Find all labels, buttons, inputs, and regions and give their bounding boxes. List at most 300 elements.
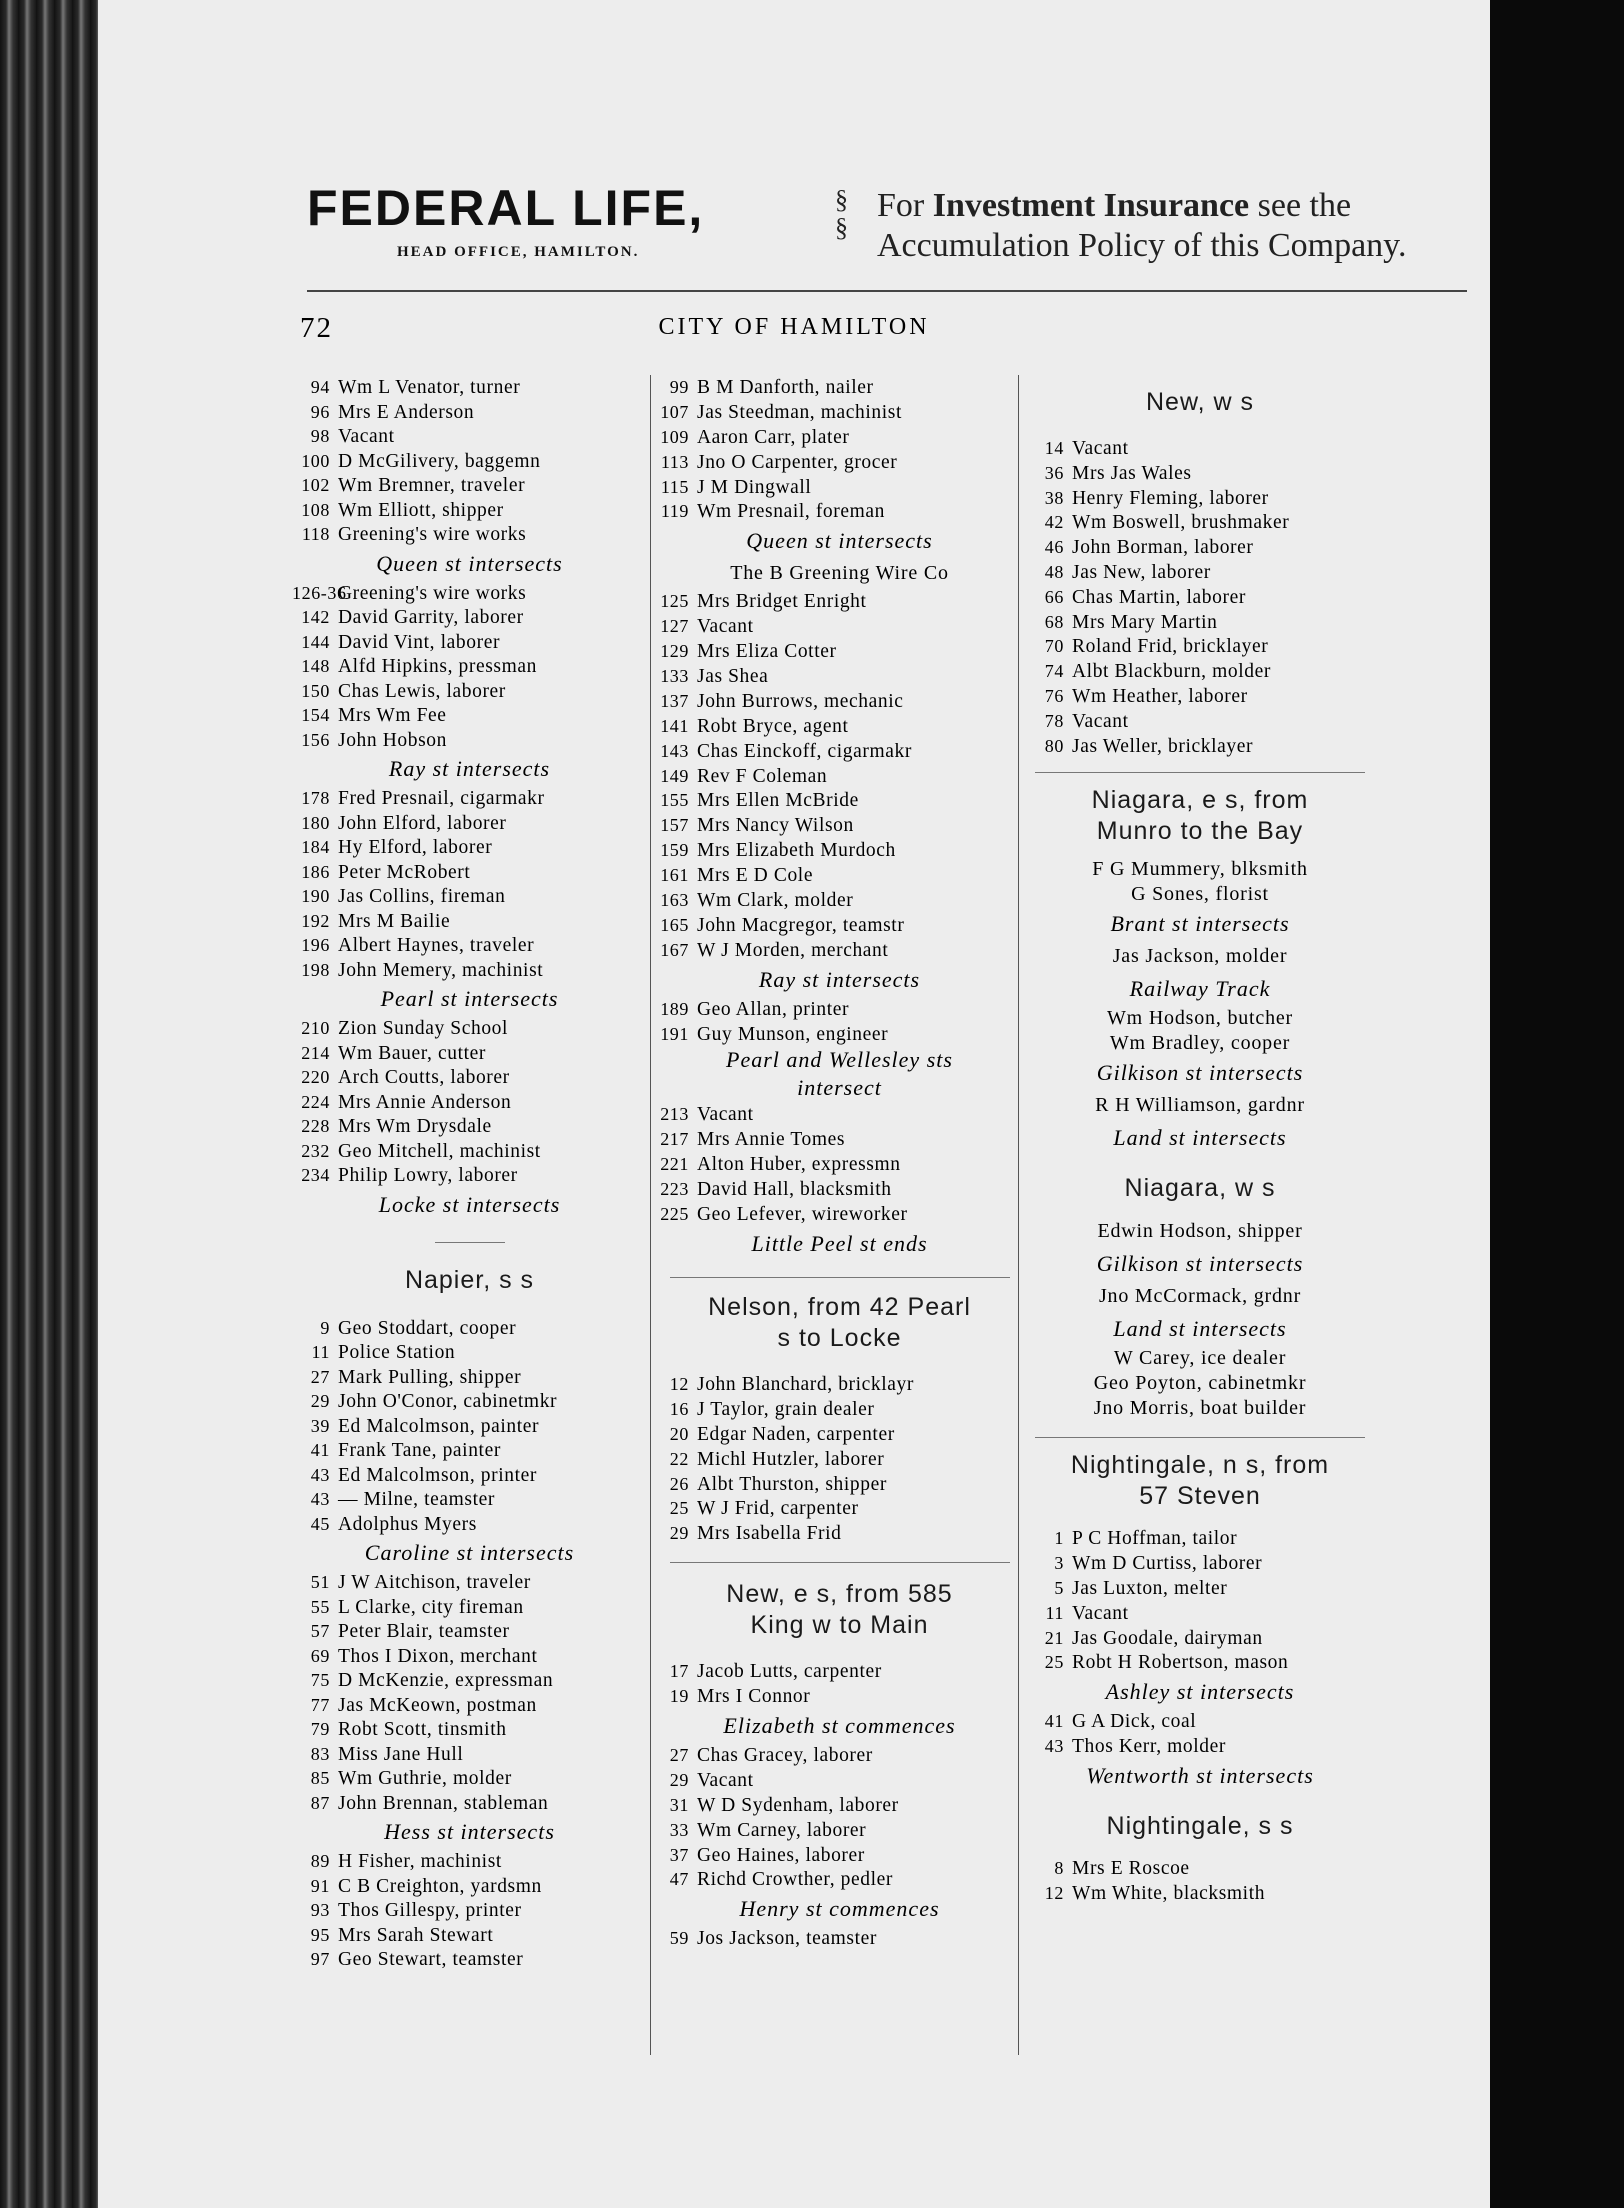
house-number: 224 xyxy=(301,1091,330,1112)
directory-entry xyxy=(292,933,647,958)
house-number: 91 xyxy=(310,1875,330,1896)
resident-name: Chas Lewis, laborer xyxy=(338,680,506,702)
house-number: 33 xyxy=(669,1819,689,1840)
directory-entry xyxy=(657,400,1022,425)
resident-name: Mrs E Anderson xyxy=(338,401,475,423)
house-number: 180 xyxy=(301,812,330,833)
house-number: 27 xyxy=(310,1366,330,1387)
house-number: 108 xyxy=(301,499,330,520)
house-number: 178 xyxy=(301,788,330,808)
directory-entry xyxy=(657,997,1022,1022)
house-number: 142 xyxy=(301,607,330,627)
house-number: 137 xyxy=(660,690,689,711)
resident-name: Jno O Carpenter, grocer xyxy=(697,451,898,473)
street-heading: King w to Main xyxy=(750,1611,929,1640)
resident-entry: G Sones, florist xyxy=(1131,883,1269,906)
resident-name: Adolphus Myers xyxy=(338,1513,477,1535)
resident-name: L Clarke, city fireman xyxy=(338,1596,524,1618)
resident-name: Mrs Bridget Enright xyxy=(697,591,867,613)
resident-name: Vacant xyxy=(1072,710,1129,732)
directory-entry xyxy=(657,689,1022,714)
entry-list xyxy=(1030,1526,1370,1675)
house-number: 69 xyxy=(310,1645,330,1666)
directory-entry xyxy=(657,913,1022,938)
house-number: 100 xyxy=(301,450,330,471)
directory-entry xyxy=(292,1619,647,1644)
directory-entry xyxy=(657,450,1022,475)
resident-name: Albert Haynes, traveler xyxy=(338,935,535,956)
house-number: 5 xyxy=(1054,1577,1064,1598)
resident-name: Albt Thurston, shipper xyxy=(697,1473,887,1495)
house-number: 167 xyxy=(660,939,689,960)
house-number: 228 xyxy=(301,1116,330,1136)
resident-name: Ed Malcolmson, painter xyxy=(338,1415,540,1437)
resident-entry: Jno Morris, boat builder xyxy=(1093,1397,1307,1420)
house-number: 107 xyxy=(660,401,689,422)
resident-name: P C Hoffman, tailor xyxy=(1072,1528,1238,1550)
street-heading: s to Locke xyxy=(777,1323,902,1352)
house-number: 12 xyxy=(669,1373,689,1394)
directory-entry xyxy=(657,1102,1022,1127)
ad-brand: FEDERAL LIFE, xyxy=(307,180,705,236)
resident-name: Peter Blair, teamster xyxy=(338,1621,510,1642)
directory-entry xyxy=(292,958,647,983)
directory-entry xyxy=(292,1717,647,1742)
directory-entry xyxy=(657,1496,1022,1521)
directory-entry xyxy=(1030,535,1370,560)
resident-name: Alfd Hipkins, pressman xyxy=(338,656,537,677)
resident-name: Jas Luxton, melter xyxy=(1072,1577,1228,1599)
ad-ornament: § § xyxy=(835,185,848,242)
directory-entry xyxy=(1030,1626,1370,1651)
cross-street-note: Ashley st intersects xyxy=(1105,1679,1295,1705)
resident-name: Roland Frid, bricklayer xyxy=(1072,636,1269,658)
resident-name: Robt Bryce, agent xyxy=(697,715,849,737)
resident-name: Robt Scott, tinsmith xyxy=(338,1719,507,1740)
directory-entry xyxy=(657,589,1022,614)
house-number: 190 xyxy=(301,886,330,906)
resident-name: H Fisher, machinist xyxy=(338,1851,502,1872)
resident-name: Frank Tane, painter xyxy=(338,1440,501,1461)
directory-entry xyxy=(292,1595,647,1620)
directory-entry xyxy=(292,522,647,547)
directory-entry xyxy=(292,605,647,630)
resident-name: Chas Einckoff, cigarmakr xyxy=(697,740,912,762)
directory-entry xyxy=(292,1947,647,1972)
house-number: 217 xyxy=(660,1129,689,1150)
resident-name: Chas Martin, laborer xyxy=(1072,586,1246,608)
entry-list xyxy=(657,1372,1022,1546)
house-number: 155 xyxy=(660,790,689,811)
resident-name: Mrs M Bailie xyxy=(338,910,451,932)
resident-entry: Wm Hodson, butcher xyxy=(1106,1007,1294,1030)
house-number: 79 xyxy=(310,1719,330,1739)
resident-entry: Jas Jackson, molder xyxy=(1112,945,1288,968)
directory-entry xyxy=(657,1472,1022,1497)
resident-name: Geo Mitchell, machinist xyxy=(338,1140,541,1162)
directory-entry xyxy=(292,1065,647,1090)
house-number: 144 xyxy=(301,631,330,652)
resident-name: Jas Shea xyxy=(697,666,769,688)
house-number: 165 xyxy=(660,914,689,935)
house-number: 29 xyxy=(669,1769,689,1790)
ad-head-office: HEAD OFFICE, HAMILTON. xyxy=(397,244,640,260)
house-number: 189 xyxy=(660,998,689,1019)
house-number: 192 xyxy=(301,910,330,931)
house-number: 196 xyxy=(301,935,330,955)
cross-street-note: Locke st intersects xyxy=(378,1191,561,1217)
entry-list xyxy=(292,1016,647,1188)
directory-entry xyxy=(292,581,647,606)
house-number: 41 xyxy=(1044,1711,1064,1732)
page-number: 72 xyxy=(300,312,333,344)
house-number: 9 xyxy=(320,1317,330,1338)
resident-entry: F G Mummery, blksmith xyxy=(1092,858,1308,881)
business-entry: The B Greening Wire Co xyxy=(730,562,949,585)
entry-list xyxy=(292,1316,647,1537)
directory-entry xyxy=(292,1114,647,1139)
resident-name: Vacant xyxy=(697,616,754,638)
cross-street-note: Pearl st intersects xyxy=(380,986,559,1011)
resident-name: Mrs Ellen McBride xyxy=(697,790,859,812)
directory-entry xyxy=(657,1202,1022,1227)
directory-entry xyxy=(1030,1881,1370,1906)
directory-entry xyxy=(292,1898,647,1923)
directory-entry xyxy=(657,1397,1022,1422)
resident-name: Wm Bremner, traveler xyxy=(338,475,526,496)
directory-entry xyxy=(292,1791,647,1816)
directory-entry xyxy=(1030,610,1370,635)
house-number: 93 xyxy=(310,1900,330,1920)
entry-list xyxy=(292,1849,647,1972)
entry-list xyxy=(292,1570,647,1815)
resident-name: Zion Sunday School xyxy=(338,1018,509,1039)
resident-name: Mrs Nancy Wilson xyxy=(697,815,854,837)
resident-name: Arch Coutts, laborer xyxy=(338,1067,510,1088)
house-number: 141 xyxy=(660,715,689,736)
house-number: 37 xyxy=(669,1844,689,1865)
resident-name: Richd Crowther, pedler xyxy=(697,1869,893,1891)
house-number: 46 xyxy=(1044,537,1064,558)
house-number: 95 xyxy=(310,1924,330,1945)
directory-entry xyxy=(657,425,1022,450)
house-number: 51 xyxy=(310,1572,330,1592)
book-edge xyxy=(0,0,100,2208)
house-number: 43 xyxy=(310,1464,330,1485)
house-number: 80 xyxy=(1044,735,1064,756)
resident-name: Mrs Sarah Stewart xyxy=(338,1924,494,1946)
house-number: 133 xyxy=(660,666,689,687)
house-number: 19 xyxy=(669,1686,689,1707)
directory-entry xyxy=(657,888,1022,913)
house-number: 70 xyxy=(1044,636,1064,657)
resident-name: G A Dick, coal xyxy=(1072,1711,1197,1733)
street-heading: Munro to the Bay xyxy=(1096,817,1304,846)
resident-name: Albt Blackburn, molder xyxy=(1072,661,1271,683)
house-number: 36 xyxy=(1044,462,1064,483)
directory-entry xyxy=(292,703,647,728)
directory-entry xyxy=(657,664,1022,689)
house-number: 16 xyxy=(669,1398,689,1419)
resident-name: J W Aitchison, traveler xyxy=(338,1572,531,1593)
ad-tagline-2: Accumulation Policy of this Company. xyxy=(877,227,1407,264)
directory-entry xyxy=(292,473,647,498)
resident-entry: W Carey, ice dealer xyxy=(1113,1347,1287,1370)
directory-entry xyxy=(657,1743,1022,1768)
house-number: 118 xyxy=(301,524,330,544)
directory-entry xyxy=(1030,684,1370,709)
cross-street-note: Railway Track xyxy=(1129,976,1271,1002)
house-number: 3 xyxy=(1054,1553,1064,1574)
directory-entry xyxy=(657,938,1022,963)
house-number: 143 xyxy=(660,740,689,761)
house-number: 125 xyxy=(660,591,689,612)
directory-entry xyxy=(657,1926,1022,1951)
directory-entry xyxy=(657,838,1022,863)
directory-entry xyxy=(657,764,1022,789)
resident-name: Wm L Venator, turner xyxy=(338,377,521,398)
directory-entry xyxy=(292,630,647,655)
entry-list xyxy=(292,375,647,547)
house-number: 78 xyxy=(1044,710,1064,731)
house-number: 38 xyxy=(1044,487,1064,508)
resident-name: Mrs Annie Tomes xyxy=(697,1129,846,1151)
house-number: 45 xyxy=(310,1513,330,1534)
resident-name: Wm Boswell, brushmaker xyxy=(1072,512,1290,534)
column-3 xyxy=(1030,375,1370,1905)
directory-entry xyxy=(292,728,647,753)
house-number: 55 xyxy=(310,1596,330,1617)
house-number: 20 xyxy=(669,1423,689,1444)
directory-entry xyxy=(657,1659,1022,1684)
house-number: 213 xyxy=(660,1104,689,1125)
resident-name: Vacant xyxy=(697,1104,754,1126)
cross-street-note: Gilkison st intersects xyxy=(1096,1060,1304,1086)
resident-name: Mrs Mary Martin xyxy=(1072,611,1218,633)
directory-entry xyxy=(292,1923,647,1948)
resident-name: Jacob Lutts, carpenter xyxy=(697,1661,882,1683)
directory-entry xyxy=(1030,659,1370,684)
directory-entry xyxy=(292,1041,647,1066)
directory-entry xyxy=(657,375,1022,400)
directory-entry xyxy=(292,1414,647,1439)
house-number: 21 xyxy=(1044,1627,1064,1648)
resident-name: Greening's wire works xyxy=(338,582,527,604)
resident-name: Wm Presnail, foreman xyxy=(697,501,885,523)
house-number: 127 xyxy=(660,616,689,637)
advertisement-banner xyxy=(307,180,1467,280)
resident-name: Wm Heather, laborer xyxy=(1072,685,1248,707)
house-number: 99 xyxy=(669,377,689,397)
directory-entry xyxy=(657,1372,1022,1397)
resident-name: Geo Haines, laborer xyxy=(697,1844,865,1866)
entry-list xyxy=(657,997,1022,1047)
directory-entry xyxy=(657,1177,1022,1202)
street-heading: Niagara, e s, from xyxy=(1091,786,1309,815)
directory-entry xyxy=(292,1090,647,1115)
house-number: 26 xyxy=(669,1473,689,1494)
resident-name: Wm White, blacksmith xyxy=(1072,1882,1266,1904)
house-number: 59 xyxy=(669,1928,689,1949)
house-number: 102 xyxy=(301,475,330,495)
directory-entry xyxy=(292,1742,647,1767)
street-heading: 57 Steven xyxy=(1139,1482,1261,1511)
directory-entry xyxy=(657,863,1022,888)
resident-entry: R H Williamson, gardnr xyxy=(1095,1094,1305,1117)
resident-name: Geo Lefever, wireworker xyxy=(697,1204,908,1226)
directory-entry xyxy=(292,1487,647,1512)
resident-name: Wm Clark, molder xyxy=(697,890,854,912)
entry-list xyxy=(657,1102,1022,1226)
street-heading: New, w s xyxy=(1145,388,1255,416)
resident-name: Mrs Jas Wales xyxy=(1072,462,1192,484)
cross-street-note: Brant st intersects xyxy=(1110,911,1290,937)
directory-entry xyxy=(1030,560,1370,585)
ad-tagline-1: For Investment Insurance see the xyxy=(877,187,1352,224)
directory-entry xyxy=(657,813,1022,838)
entry-list xyxy=(1030,1709,1370,1759)
resident-name: Police Station xyxy=(338,1342,456,1363)
resident-name: J Taylor, grain dealer xyxy=(697,1398,875,1420)
house-number: 22 xyxy=(669,1448,689,1469)
directory-entry xyxy=(1030,1856,1370,1881)
resident-name: Geo Stewart, teamster xyxy=(338,1949,524,1970)
resident-name: Ed Malcolmson, printer xyxy=(338,1464,537,1486)
adjacent-page-shadow xyxy=(1490,0,1624,2208)
directory-entry xyxy=(292,1340,647,1365)
cross-street-note: Wentworth st intersects xyxy=(1086,1762,1314,1788)
directory-entry xyxy=(292,1389,647,1414)
house-number: 220 xyxy=(301,1067,330,1087)
house-number: 163 xyxy=(660,890,689,911)
house-number: 234 xyxy=(301,1165,330,1185)
resident-name: John Hobson xyxy=(338,729,447,751)
house-number: 113 xyxy=(660,451,689,472)
directory-entry xyxy=(292,1849,647,1874)
directory-entry xyxy=(657,639,1022,664)
house-number: 12 xyxy=(1044,1882,1064,1903)
resident-name: Jas Steedman, machinist xyxy=(697,401,902,423)
directory-entry xyxy=(292,1644,647,1669)
house-number: 68 xyxy=(1044,611,1064,632)
street-heading: Nightingale, s s xyxy=(1106,1811,1294,1840)
house-number: 75 xyxy=(310,1670,330,1690)
house-number: 25 xyxy=(1044,1652,1064,1673)
directory-entry xyxy=(657,1867,1022,1892)
resident-name: J M Dingwall xyxy=(697,476,812,498)
house-number: 66 xyxy=(1044,586,1064,607)
house-number: 159 xyxy=(660,840,689,861)
house-number: 191 xyxy=(660,1023,689,1044)
entry-list xyxy=(657,1659,1022,1709)
street-heading: Nightingale, n s, from xyxy=(1070,1451,1330,1480)
directory-entry xyxy=(657,1818,1022,1843)
house-number: 85 xyxy=(310,1768,330,1788)
resident-name: Mrs Isabella Frid xyxy=(697,1523,842,1545)
house-number: 74 xyxy=(1044,661,1064,682)
resident-name: Jos Jackson, teamster xyxy=(697,1928,877,1950)
resident-name: David Garrity, laborer xyxy=(338,607,524,628)
directory-entry xyxy=(1030,1601,1370,1626)
directory-entry xyxy=(292,786,647,811)
directory-entry xyxy=(292,1874,647,1899)
resident-name: David Hall, blacksmith xyxy=(697,1179,892,1201)
directory-entry xyxy=(292,1438,647,1463)
directory-entry xyxy=(292,1766,647,1791)
directory-entry xyxy=(1030,461,1370,486)
directory-entry xyxy=(292,424,647,449)
resident-name: Mrs Elizabeth Murdoch xyxy=(697,840,896,862)
resident-name: John Brennan, stableman xyxy=(338,1792,549,1814)
house-number: 43 xyxy=(1044,1735,1064,1756)
house-number: 31 xyxy=(669,1794,689,1815)
resident-name: Wm Guthrie, molder xyxy=(338,1768,512,1789)
house-number: 48 xyxy=(1044,561,1064,582)
house-number: 41 xyxy=(310,1440,330,1460)
house-number: 14 xyxy=(1044,438,1064,458)
entry-list xyxy=(657,589,1022,962)
resident-name: D McKenzie, expressman xyxy=(338,1670,554,1691)
directory-entry xyxy=(292,1693,647,1718)
resident-name: Mark Pulling, shipper xyxy=(338,1366,522,1388)
resident-name: Mrs Annie Anderson xyxy=(338,1091,512,1113)
directory-entry xyxy=(292,1163,647,1188)
resident-name: Wm D Curtiss, laborer xyxy=(1072,1553,1263,1575)
cross-street-note: Pearl and Wellesley sts xyxy=(726,1047,953,1073)
directory-entry xyxy=(292,1668,647,1693)
directory-entry xyxy=(1030,634,1370,659)
header-rule xyxy=(307,290,1467,292)
directory-entry xyxy=(657,1843,1022,1868)
resident-name: — Milne, teamster xyxy=(338,1489,495,1510)
resident-name: John Macgregor, teamstr xyxy=(697,914,905,936)
directory-entry xyxy=(292,679,647,704)
directory-entry xyxy=(657,1447,1022,1472)
directory-entry xyxy=(657,1152,1022,1177)
directory-entry xyxy=(292,1016,647,1041)
directory-entry xyxy=(292,835,647,860)
house-number: 96 xyxy=(310,401,330,422)
cross-street-note: Hess st intersects xyxy=(384,1819,555,1844)
house-number: 39 xyxy=(310,1415,330,1436)
house-number: 42 xyxy=(1044,512,1064,533)
resident-name: Thos Gillespy, printer xyxy=(338,1900,522,1921)
house-number: 97 xyxy=(310,1949,330,1969)
house-number: 29 xyxy=(310,1391,330,1411)
cross-street-note: Queen st intersects xyxy=(376,550,563,576)
house-number: 94 xyxy=(310,377,330,397)
house-number: 221 xyxy=(660,1154,689,1175)
resident-name: Mrs Wm Fee xyxy=(338,705,447,726)
resident-name: Miss Jane Hull xyxy=(338,1743,464,1765)
column-1 xyxy=(292,375,647,1972)
resident-name: Peter McRobert xyxy=(338,861,471,883)
house-number: 223 xyxy=(660,1179,689,1200)
house-number: 11 xyxy=(1045,1602,1064,1623)
house-number: 156 xyxy=(301,729,330,750)
cross-street-note: Ray st intersects xyxy=(758,966,921,992)
cross-street-note: Gilkison st intersects xyxy=(1096,1251,1304,1277)
directory-entry xyxy=(1030,1709,1370,1734)
directory-entry xyxy=(657,1022,1022,1047)
resident-name: Hy Elford, laborer xyxy=(338,837,493,858)
directory-entry xyxy=(292,375,647,400)
directory-entry xyxy=(1030,510,1370,535)
resident-name: Rev F Coleman xyxy=(697,765,828,787)
resident-name: C B Creighton, yardsmn xyxy=(338,1875,542,1897)
house-number: 210 xyxy=(301,1018,330,1038)
resident-name: John Burrows, mechanic xyxy=(697,690,904,712)
